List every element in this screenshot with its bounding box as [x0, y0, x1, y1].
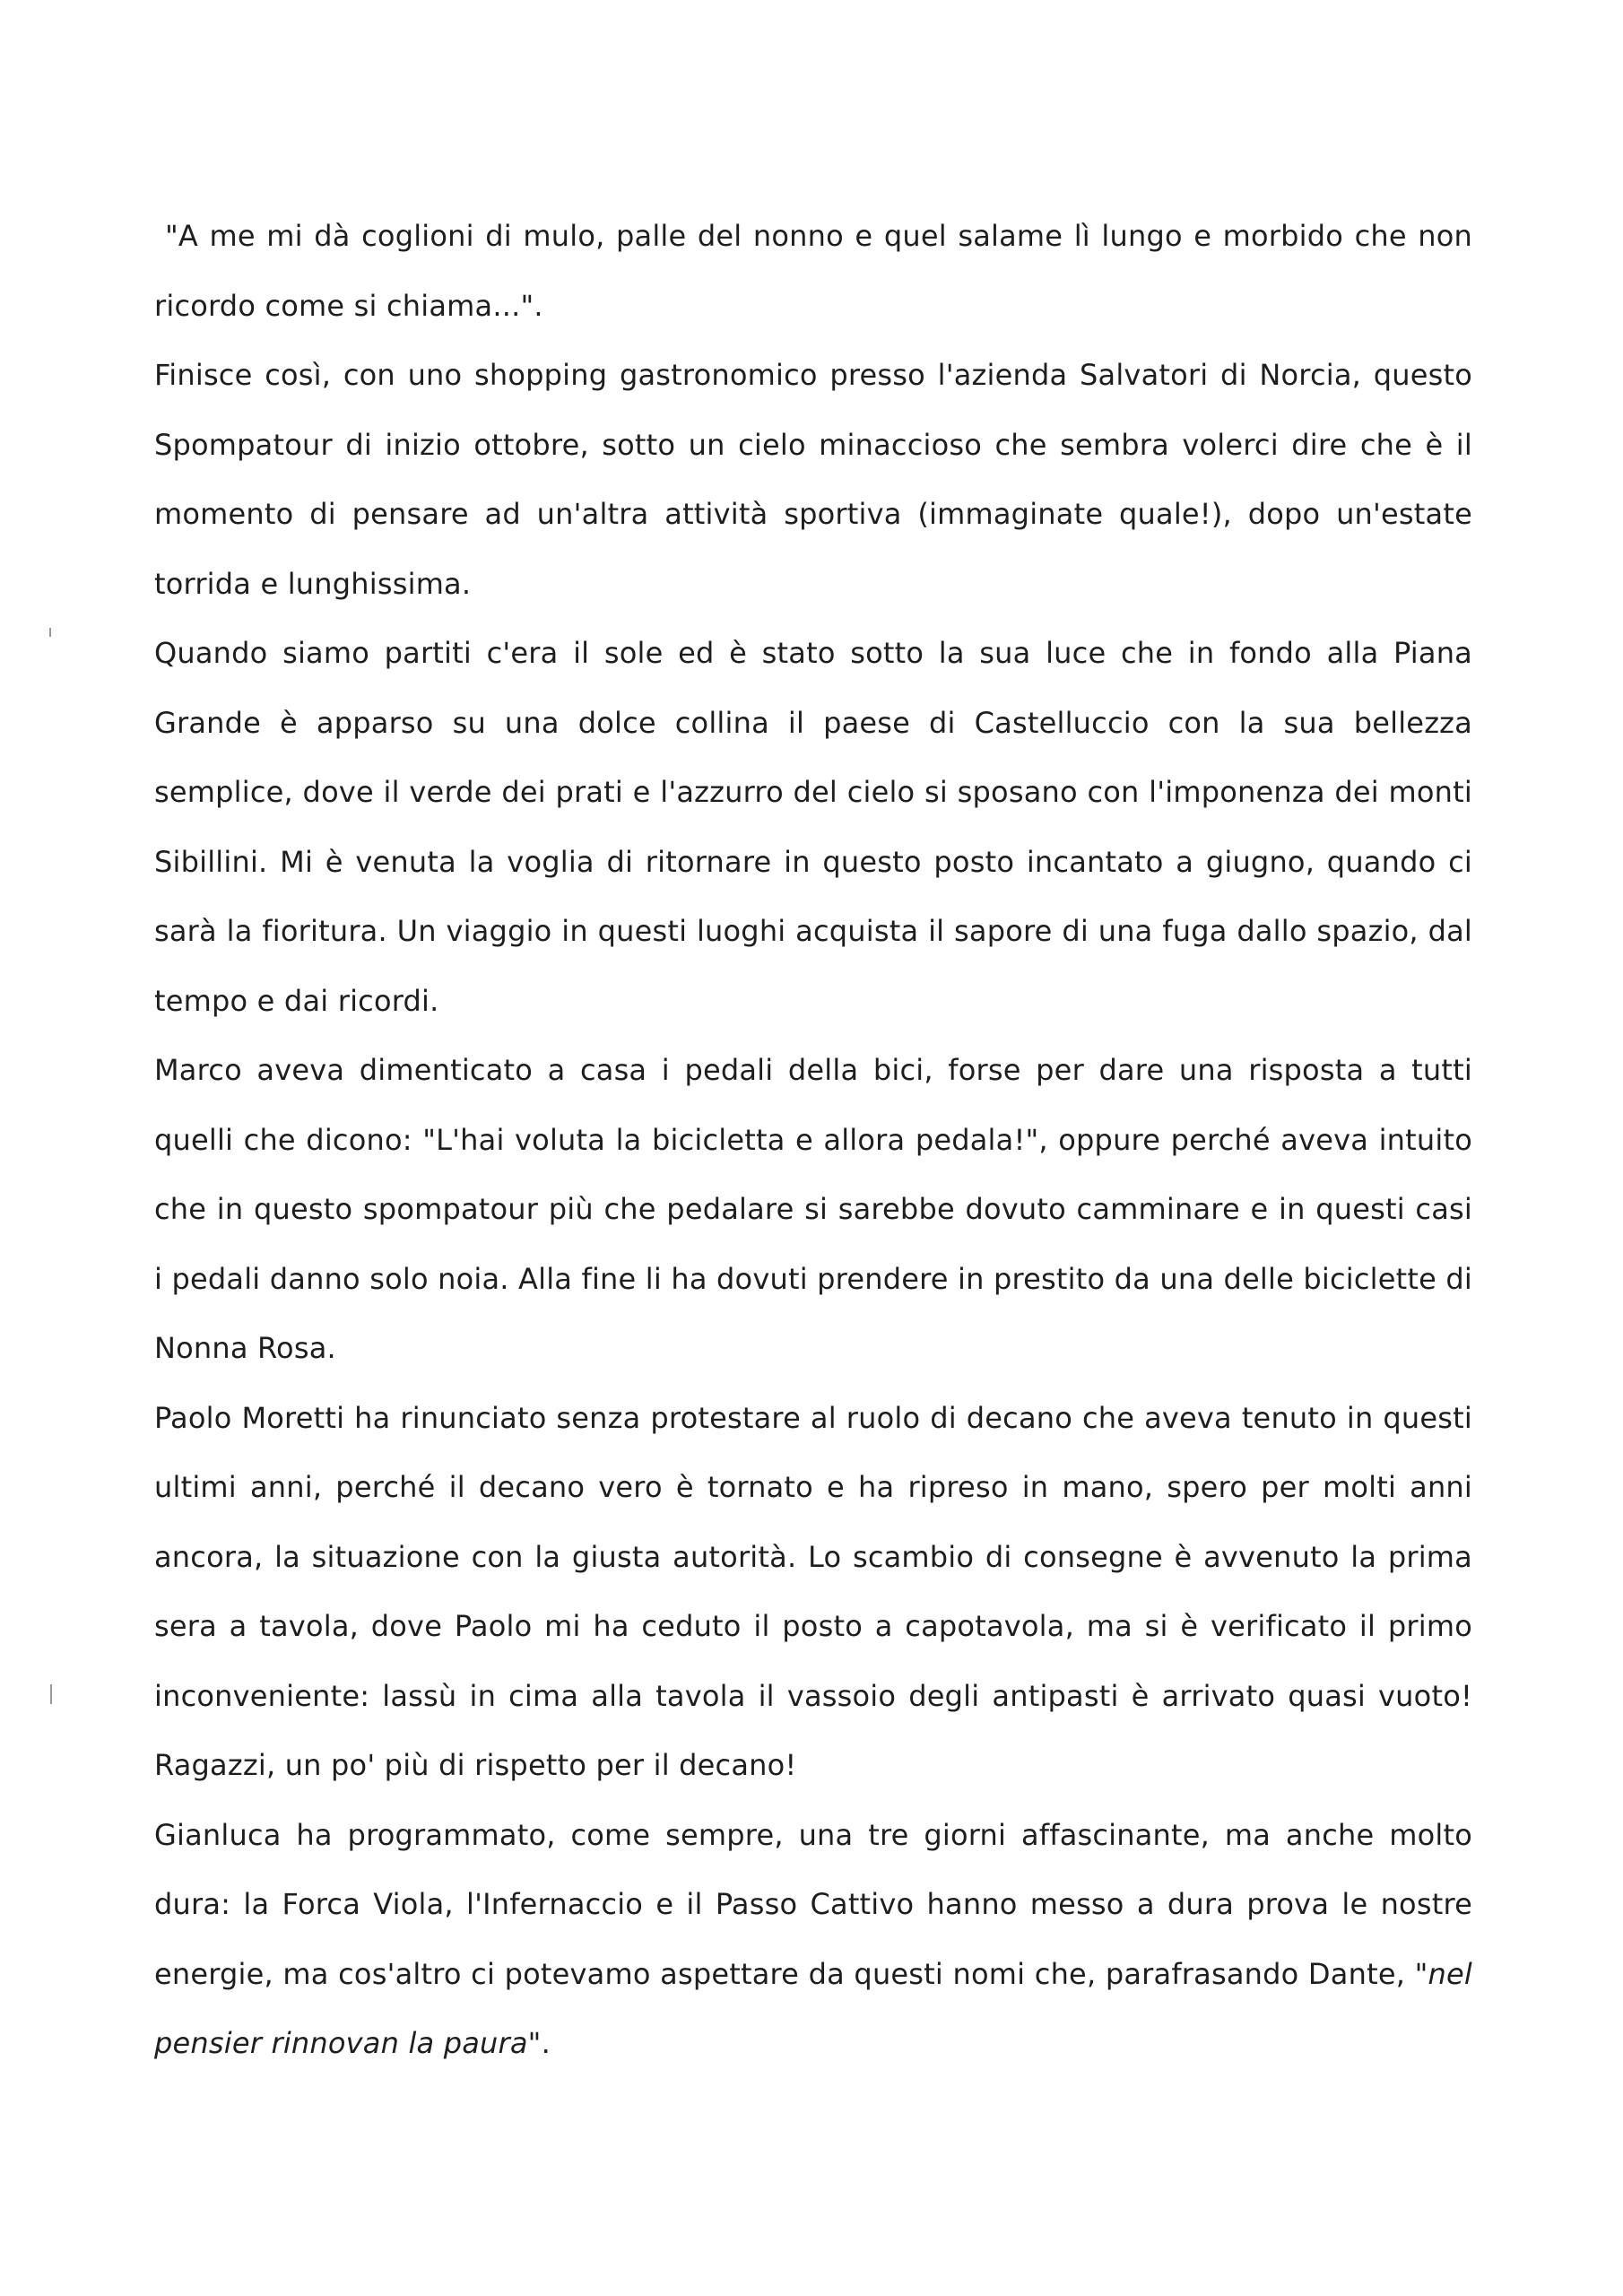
paragraph: Finisce così, con uno shopping gastronomico presso l'azienda Salvatori di Norcia, questo Spompatour di inizio ottobre, sotto un cielo minaccioso che sembra volerci dire che è il momento di pensare ad un'altra attività sportiva (immaginate quale!), dopo un'estate torrida e lunghissima. [154, 358, 1472, 601]
paragraph: Quando siamo partiti c'era il sole ed è stato sotto la sua luce che in fondo alla Piana Grande è apparso su una dolce collina il paese di Castelluccio con la sua bellezza semplice, dove il verde dei prati e l'azzurro del cielo si sposano con l'imponenza dei monti Sibillini. Mi è venuta la voglia di ritornare in questo posto incantato a giugno, quando ci sarà la fioritura. Un viaggio in questi luoghi acquista il sapore di una fuga dallo spazio, dal tempo e dai ricordi. [154, 636, 1472, 1018]
margin-mark [49, 628, 51, 637]
dante-quote: "nel pensier rinnovan la paura" [154, 1956, 1472, 2060]
paragraph: "A me mi dà coglioni di mulo, palle del nonno e quel salame lì lungo e morbido che non ricordo come si chiama...". [154, 219, 1472, 323]
paragraph: Marco aveva dimenticato a casa i pedali della bici, forse per dare una risposta a tutti quelli che dicono: "L'hai voluta la bicicletta e allora pedala!", oppure perché aveva intuito che in questo spompatour più che pedalare si sarebbe dovuto camminare e in questi casi i pedali danno solo noia. Alla fine li ha dovuti prendere in prestito da una delle biciclette di Nonna Rosa. [154, 1053, 1472, 1365]
paragraph-end: . [541, 2026, 551, 2060]
document-body [154, 202, 1472, 2079]
paragraph [154, 1801, 1472, 2079]
paragraph: Paolo Moretti ha rinunciato senza protestare al ruolo di decano che aveva tenuto in questi ultimi anni, perché il decano vero è tornato e ha ripreso in mano, spero per molti anni ancora, la situazione con la giusta autorità. Lo scambio di consegne è avvenuto la prima sera a tavola, dove Paolo mi ha ceduto il posto a capotavola, ma si è verificato il primo inconveniente: lassù in cima alla tavola il vassoio degli antipasti è arrivato quasi vuoto! Ragazzi, un po' più di rispetto per il decano! [154, 1400, 1472, 1782]
margin-mark [50, 1684, 52, 1704]
paragraph-text: Gianluca ha programmato, come sempre, una tre giorni affascinante, ma anche molto dura: la Forca Viola, l'Infernaccio e il Passo Cattivo hanno messo a dura prova le nostre energie, ma cos'altro ci potevamo aspettare da questi nomi che, parafrasando Dante, [154, 1817, 1472, 1991]
